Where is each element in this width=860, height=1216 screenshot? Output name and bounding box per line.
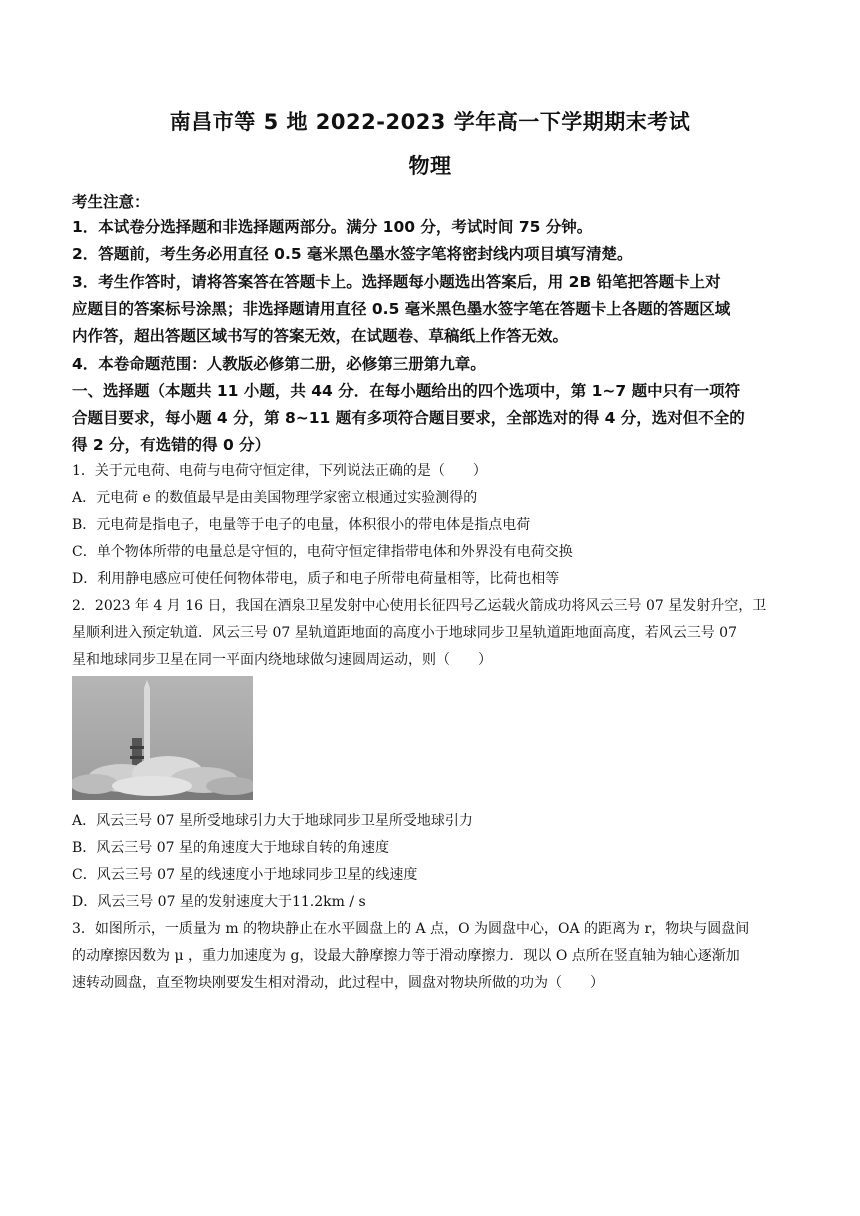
notice-item: 应题目的答案标号涂黑；非选择题请用直径 0.5 毫米黑色墨水签字笔在答题卡上各题的答题区域: [72, 300, 731, 318]
notice-item: 2．答题前，考生务必用直径 0.5 毫米黑色墨水签字笔将密封线内项目填写清楚。: [72, 245, 633, 263]
notice-heading: 考生注意：: [72, 193, 150, 211]
exam-title: 南昌市等 5 地 2022-2023 学年高一下学期期末考试: [169, 110, 691, 134]
question-1-option-b: B．元电荷是指电子，电量等于电子的电量，体积很小的带电体是指点电荷: [72, 517, 531, 533]
notice-item: 3．考生作答时，请将答案答在答题卡上。选择题每小题选出答案后，用 2B 铅笔把答题卡上对: [72, 273, 721, 291]
question-3-stem: 3．如图所示，一质量为 m 的物块静止在水平圆盘上的 A 点，O 为圆盘中心，OA 的距离为 r，物块与圆盘间: [72, 921, 750, 937]
question-2-option-c: C．风云三号 07 星的线速度小于地球同步卫星的线速度: [72, 867, 418, 883]
question-2-stem: 星和地球同步卫星在同一平面内绕地球做匀速圆周运动，则（ ）: [72, 652, 492, 668]
question-2-option-d: D．风云三号 07 星的发射速度大于11.2km / s: [72, 894, 366, 910]
question-1-stem: 1．关于元电荷、电荷与电荷守恒定律，下列说法正确的是（ ）: [72, 463, 487, 479]
question-1-option-a: A．元电荷 e 的数值最早是由美国物理学家密立根通过实验测得的: [72, 490, 478, 506]
question-2-option-a: A．风云三号 07 星所受地球引力大于地球同步卫星所受地球引力: [72, 813, 473, 829]
question-1-option-c: C．单个物体所带的电量总是守恒的，电荷守恒定律指带电体和外界没有电荷交换: [72, 544, 573, 560]
question-2-stem: 星顺利进入预定轨道．风云三号 07 星轨道距地面的高度小于地球同步卫星轨道距地面高度，若风云三号 07: [72, 625, 737, 641]
question-3-stem: 的动摩擦因数为 μ ，重力加速度为 g，设最大静摩擦力等于滑动摩擦力．现以 O 点所在竖直轴为轴心逐渐加: [72, 948, 740, 964]
question-1-option-d: D．利用静电感应可使任何物体带电，质子和电子所带电荷量相等，比荷也相等: [72, 571, 560, 587]
notice-item: 内作答，超出答题区域书写的答案无效，在试题卷、草稿纸上作答无效。: [72, 327, 569, 345]
subject-title: 物理: [408, 154, 452, 178]
question-2-stem: 2．2023 年 4 月 16 日，我国在酒泉卫星发射中心使用长征四号乙运载火箭成功将风云三号 07 星发射升空，卫: [72, 598, 767, 614]
question-2-option-b: B．风云三号 07 星的角速度大于地球自转的角速度: [72, 840, 390, 856]
section-instructions: 得 2 分，有选错的得 0 分）: [72, 436, 271, 454]
section-instructions: 合题目要求，每小题 4 分，第 8~11 题有多项符合题目要求，全部选对的得 4 分，选对但不全的: [72, 409, 745, 427]
section-instructions: 一、选择题（本题共 11 小题，共 44 分．在每小题给出的四个选项中，第 1~7 题中只有一项符: [72, 382, 741, 400]
question-3-stem: 速转动圆盘，直至物块刚要发生相对滑动，此过程中，圆盘对物块所做的功为（ ）: [72, 975, 604, 991]
notice-item: 4．本卷命题范围：人教版必修第二册，必修第三册第九章。: [72, 355, 486, 373]
notice-item: 1．本试卷分选择题和非选择题两部分。满分 100 分，考试时间 75 分钟。: [72, 218, 593, 236]
rocket-launch-photo: [72, 676, 253, 800]
